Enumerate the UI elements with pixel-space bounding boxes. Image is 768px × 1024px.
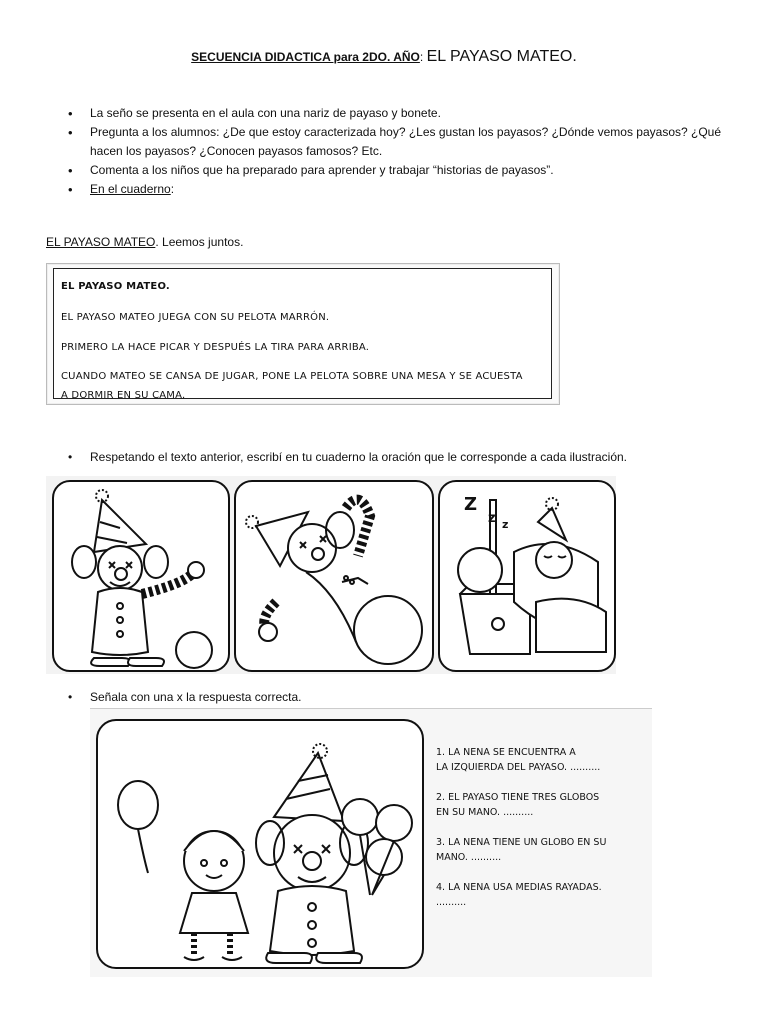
sleep-letter: z — [488, 511, 496, 526]
reading-line: CUANDO MATEO SE CANSA DE JUGAR, PONE LA PELOTA SOBRE UNA MESA Y SE ACUESTA — [61, 371, 523, 382]
question-line: MANO. .......... — [436, 852, 502, 863]
question-item — [436, 835, 646, 865]
notebook-label: En el cuaderno — [90, 182, 171, 196]
question-line: 1. LA NENA SE ENCUENTRA A — [436, 747, 576, 758]
title-lead: SECUENCIA DIDACTICA para 2DO. AÑO — [191, 50, 420, 64]
question-item — [436, 880, 646, 910]
title-colon: : — [419, 50, 424, 64]
list-item: • Pregunta a los alumnos: ¿De que estoy caracterizada hoy? ¿Les gustan los payasos? ¿Dónde vemos payasos? ¿Qué hacen los payasos? ¿Conocen payasos famosos? Etc. — [68, 123, 728, 161]
list-item — [68, 180, 728, 199]
clown-sleep-illustration — [440, 482, 614, 670]
page-title — [0, 48, 768, 66]
instruction-write-text: Respetando el texto anterior, escribí en tu cuaderno la oración que le corresponde a cada ilustración. — [90, 450, 627, 464]
girl-clown-illustration — [98, 721, 422, 967]
question-line: EN SU MANO. .......... — [436, 807, 534, 818]
reading-frame — [53, 268, 552, 399]
reading-line: EL PAYASO MATEO JUEGA CON SU PELOTA MARRÓN. — [61, 312, 330, 323]
reading-line: PRIMERO LA HACE PICAR Y DESPUÉS LA TIRA PARA ARRIBA. — [61, 342, 370, 353]
quiz-card — [90, 708, 652, 977]
sleep-letter: Z — [464, 494, 478, 515]
question-line: LA IZQUIERDA DEL PAYASO. .......... — [436, 762, 601, 773]
title-main: EL PAYASO MATEO. — [426, 48, 577, 65]
question-item — [436, 745, 646, 775]
list-item: • La seño se presenta en el aula con una nariz de payaso y bonete. — [68, 104, 728, 123]
sleep-letter: z — [502, 518, 509, 531]
instruction-mark — [68, 690, 301, 704]
section-title: EL PAYASO MATEO — [46, 235, 156, 249]
instruction-write — [68, 450, 627, 464]
notebook-colon: : — [170, 182, 175, 196]
question-line: 3. LA NENA TIENE UN GLOBO EN SU — [436, 837, 607, 848]
section-rest: . Leemos juntos. — [155, 235, 244, 249]
question-line: 2. EL PAYASO TIENE TRES GLOBOS — [436, 792, 600, 803]
question-item — [436, 790, 646, 820]
list-item: • Comenta a los niños que ha preparado para aprender y trabajar “historias de payasos”. — [68, 161, 728, 180]
clown-ball-illustration — [54, 482, 228, 670]
girl-clown-picture — [96, 719, 424, 969]
clown-throw-illustration — [236, 482, 432, 670]
instruction-mark-text: Señala con una x la respuesta correcta. — [90, 690, 302, 704]
illustration-strip — [46, 476, 616, 674]
intro-list — [68, 104, 728, 199]
question-line: .......... — [436, 897, 467, 908]
reading-line: A DORMIR EN SU CAMA. — [61, 390, 186, 401]
panel-clown-ball — [52, 480, 230, 672]
question-list — [436, 745, 646, 925]
reading-title: EL PAYASO MATEO. — [61, 281, 170, 292]
panel-clown-sleep — [438, 480, 616, 672]
question-line: 4. LA NENA USA MEDIAS RAYADAS. — [436, 882, 602, 893]
section-heading — [46, 235, 243, 249]
panel-clown-throw — [234, 480, 434, 672]
reading-card — [46, 263, 560, 405]
